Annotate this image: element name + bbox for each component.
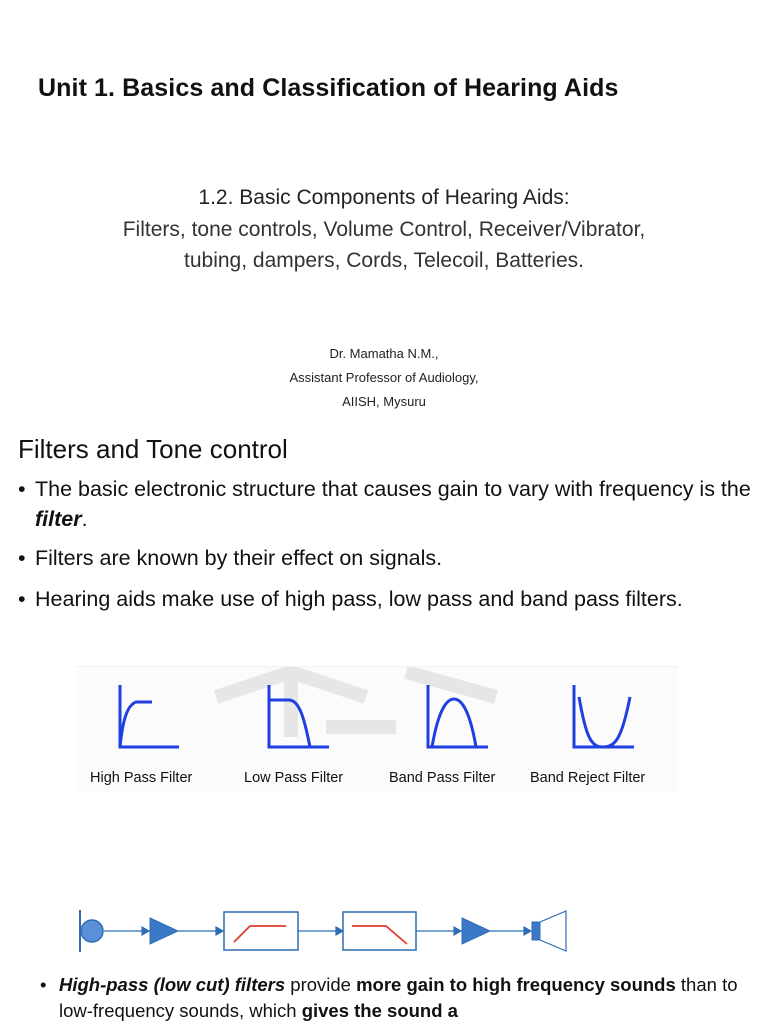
low-pass-filter-label: Low Pass Filter bbox=[244, 770, 344, 786]
bullet-text: The basic electronic structure that causes gain to vary with frequency is the bbox=[35, 477, 751, 501]
bullet-filter-definition bbox=[18, 474, 753, 534]
components-list-line-1: Filters, tone controls, Volume Control, Receiver/Vibrator, bbox=[122, 218, 646, 241]
bullet-bold-1: more gain to high frequency sounds bbox=[356, 974, 676, 995]
amplifier-icon bbox=[462, 918, 490, 944]
high-pass-term: High-pass (low cut) filters bbox=[59, 974, 286, 995]
section-heading: 1.2. Basic Components of Hearing Aids: bbox=[198, 186, 570, 209]
hearing-aid-block-diagram bbox=[74, 906, 574, 956]
bullet-text: than to low-frequency sounds, which bbox=[59, 974, 738, 1021]
bullet-dot: • bbox=[40, 974, 47, 995]
bullet-filter-types bbox=[18, 584, 753, 614]
filter-emphasis: filter bbox=[35, 507, 82, 531]
bullet-text: Hearing aids make use of high pass, low pass and band pass filters. bbox=[35, 587, 683, 611]
low-pass-filter-block bbox=[343, 912, 416, 950]
bullet-dot: • bbox=[18, 477, 26, 501]
author-position: Assistant Professor of Audiology, bbox=[289, 370, 479, 385]
watermark bbox=[216, 672, 496, 737]
band-reject-curve-icon bbox=[574, 685, 634, 747]
band-reject-filter-label: Band Reject Filter bbox=[530, 770, 646, 786]
high-pass-filter-block bbox=[224, 912, 298, 950]
bullet-text: Filters are known by their effect on signals. bbox=[35, 546, 443, 570]
bullet-filter-effect bbox=[18, 543, 753, 573]
bullet-text: provide bbox=[285, 974, 357, 995]
high-pass-filter-label: High Pass Filter bbox=[90, 770, 193, 786]
bullet-bold-2: gives the sound a bbox=[301, 1000, 458, 1021]
author-affiliation: AIISH, Mysuru bbox=[342, 394, 426, 409]
high-pass-curve-icon bbox=[120, 685, 179, 747]
microphone-icon bbox=[81, 920, 103, 942]
low-pass-curve-icon bbox=[269, 685, 329, 747]
filters-heading: Filters and Tone control bbox=[18, 434, 288, 464]
band-pass-filter-label: Band Pass Filter bbox=[389, 770, 496, 786]
author-name: Dr. Mamatha N.M., bbox=[329, 346, 439, 361]
bullet-dot: • bbox=[18, 546, 26, 570]
speaker-cone-icon bbox=[540, 911, 566, 951]
unit-title: Unit 1. Basics and Classification of Hearing Aids bbox=[38, 74, 619, 102]
amplifier-icon bbox=[150, 918, 178, 944]
bullet-text-end: . bbox=[81, 507, 88, 531]
bullet-dot: • bbox=[18, 587, 26, 611]
components-list-line-2: tubing, dampers, Cords, Telecoil, Batteries. bbox=[184, 249, 584, 272]
filter-types-figure bbox=[76, 666, 677, 792]
receiver-icon bbox=[532, 922, 540, 940]
bullet-high-pass-description bbox=[40, 972, 740, 1024]
